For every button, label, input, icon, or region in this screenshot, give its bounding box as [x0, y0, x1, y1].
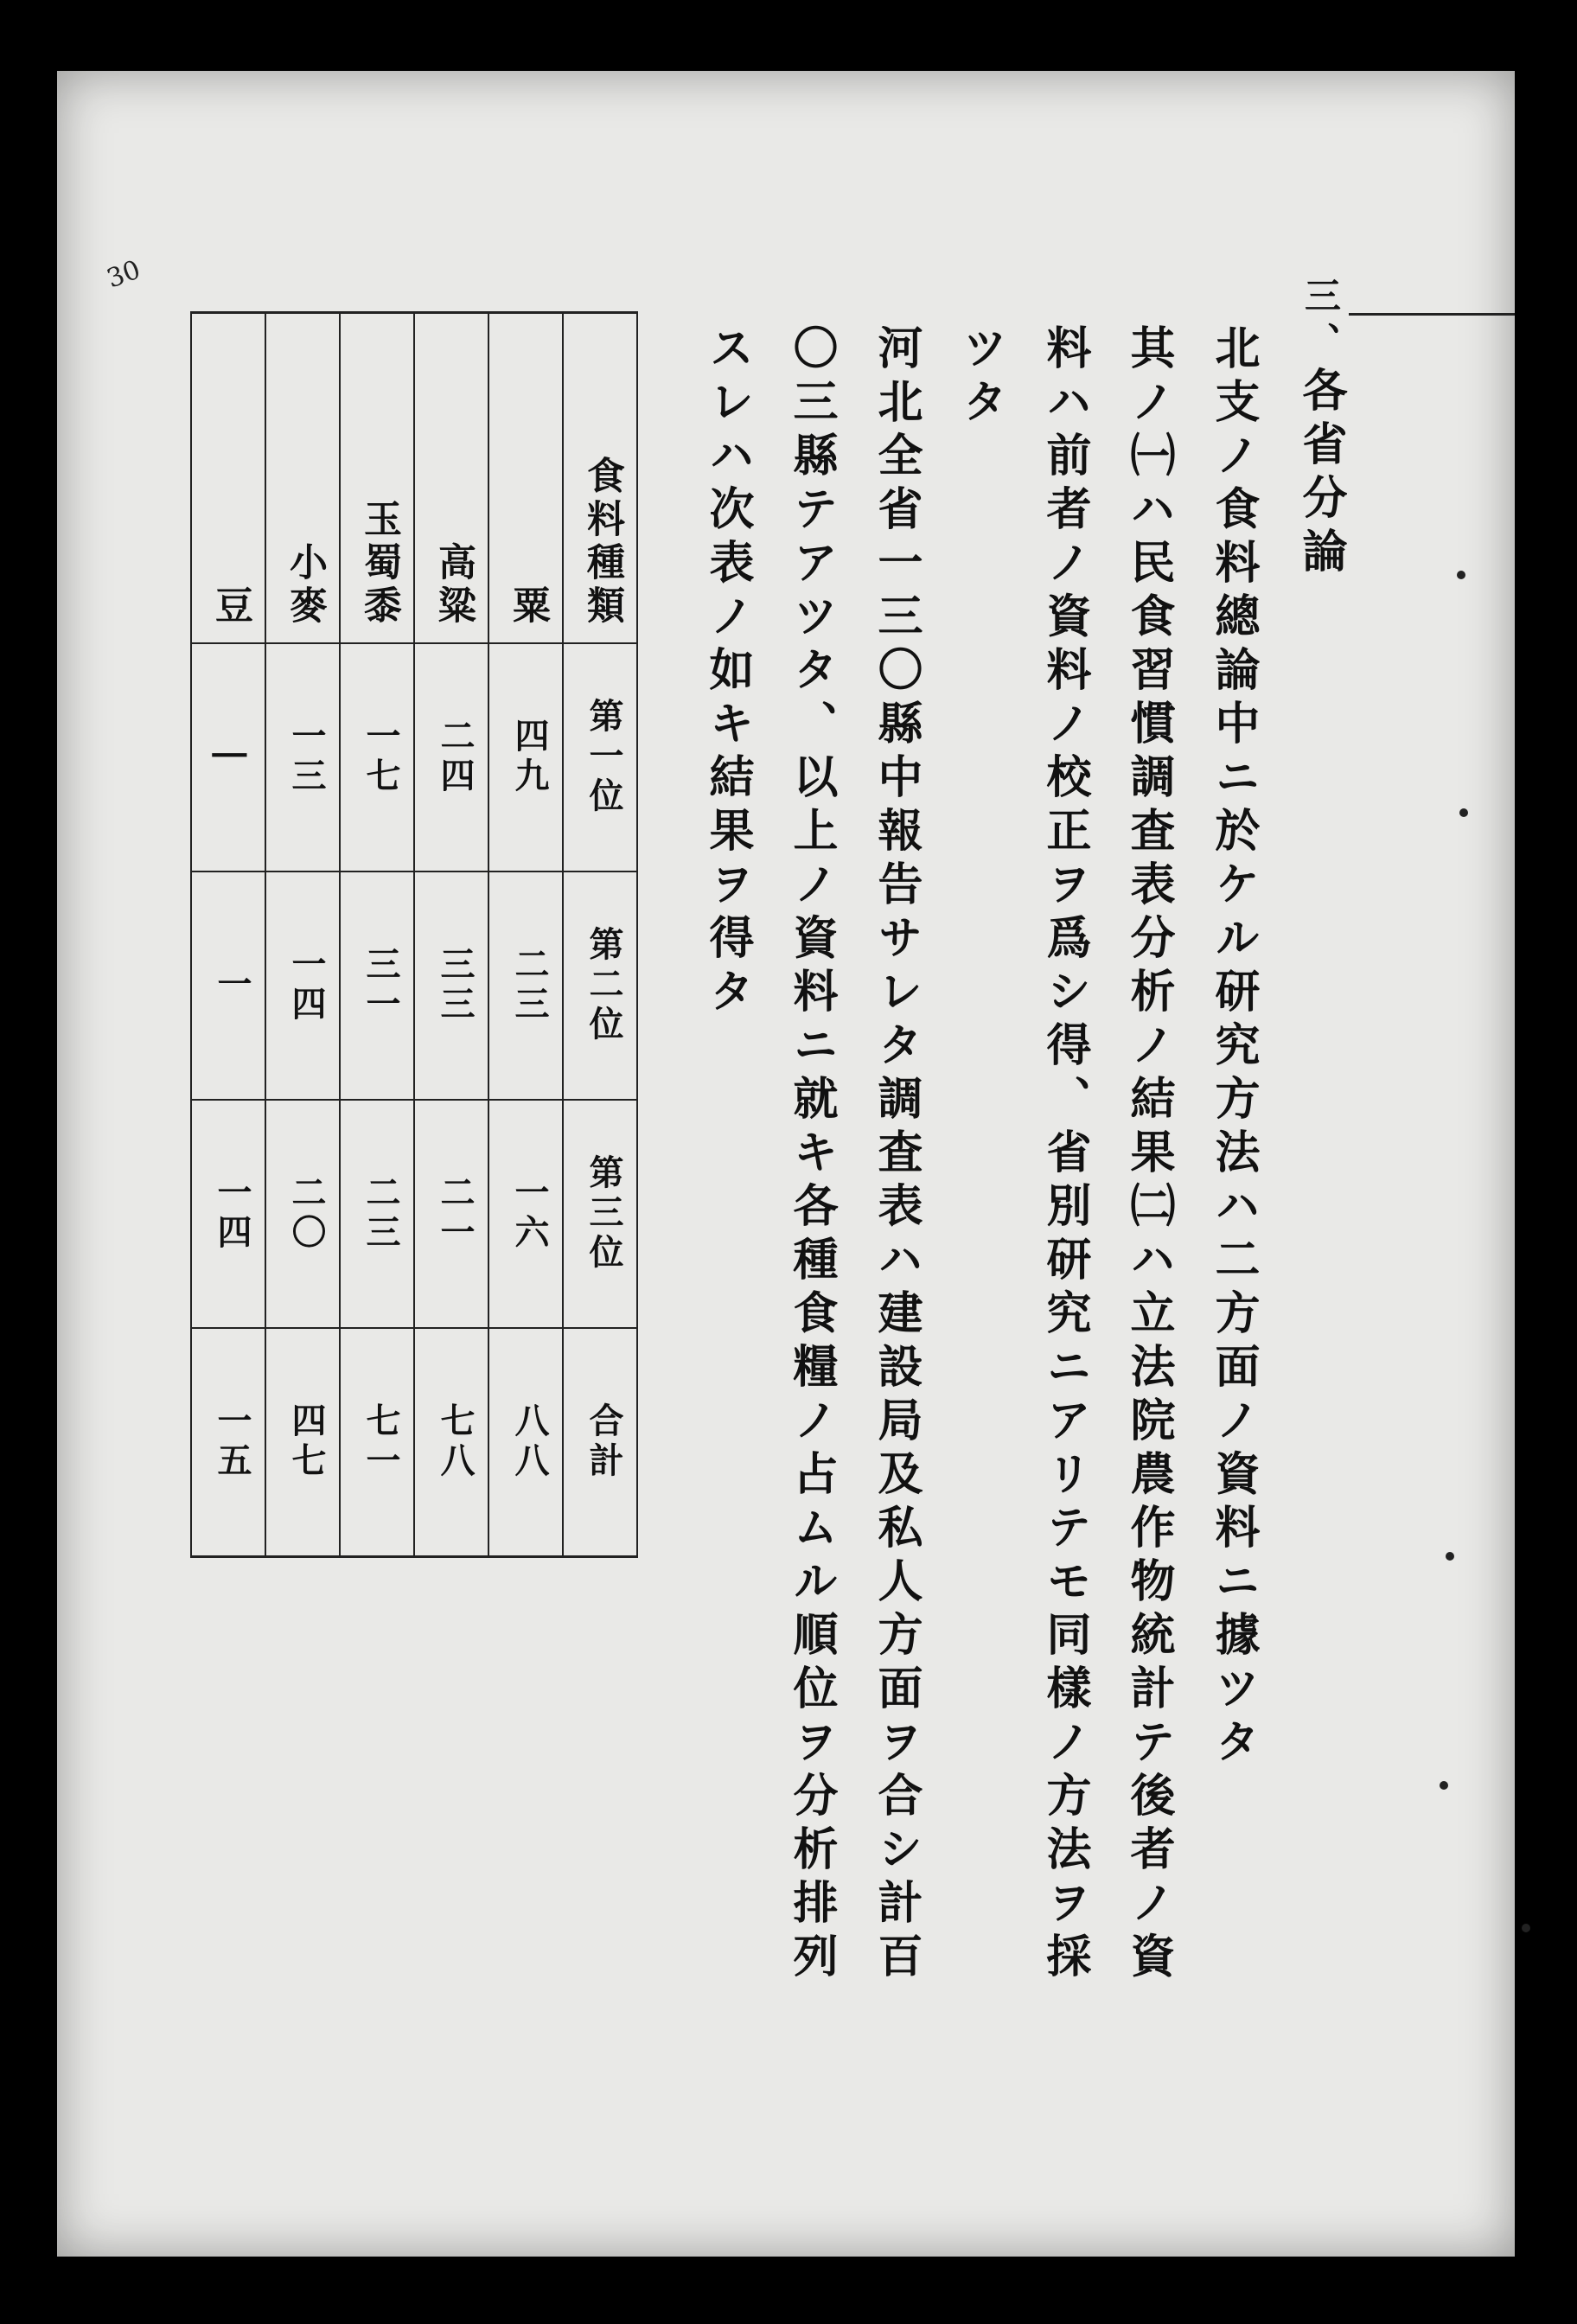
ink-speck	[1440, 1781, 1448, 1790]
body-line-7: スレハ次表ノ如キ結果ヲ得タ	[701, 324, 754, 1021]
table-cell: 一四	[212, 1174, 252, 1254]
table-cell: 八八	[509, 1402, 550, 1482]
crop-ranking-table	[190, 311, 638, 1558]
table-cell: 二四	[435, 718, 476, 797]
table-cell: 四九	[509, 718, 550, 797]
ink-speck	[1459, 808, 1468, 817]
ink-speck	[1522, 1924, 1530, 1932]
body-line-6: 〇三縣テアツタ、以上ノ資料ニ就キ各種食糧ノ占ムル順位ヲ分析排列	[785, 324, 838, 1986]
body-line-1: 北支ノ食料總論中ニ於ケル研究方法ハ二方面ノ資料ニ據ツタ	[1207, 324, 1260, 1772]
body-line-2: 其ノ㈠ハ民食習慣調査表分析ノ結果㈡ハ立法院農作物統計テ後者ノ資	[1122, 324, 1175, 1986]
heading-rule	[1349, 313, 1515, 316]
header-rank-1: 第一位	[584, 698, 624, 817]
table-cell: 七一	[361, 1402, 401, 1482]
crop-name: 玉蜀黍	[357, 499, 401, 629]
body-line-3: 料ハ前者ノ資料ノ校正ヲ爲シ得、省別研究ニアリテモ同樣ノ方法ヲ採	[1038, 324, 1091, 1986]
table-cell: 四七	[286, 1402, 327, 1482]
table-cell: 一	[212, 966, 252, 1006]
table-cell: 二三	[361, 1174, 401, 1254]
crop-name: 粟	[506, 585, 550, 629]
table-cell: 一三	[286, 718, 327, 797]
table-cell: 二一	[435, 1174, 476, 1254]
table-cell: 三一	[361, 946, 401, 1025]
table-cell: 二〇	[286, 1174, 327, 1254]
table-cell: 一六	[509, 1174, 550, 1254]
section-title: 各省分論	[1294, 367, 1347, 581]
table-cell: 二三	[509, 946, 550, 1025]
body-line-4: ツタ	[954, 324, 1007, 431]
header-rank-2: 第二位	[584, 926, 624, 1045]
page-number: 30	[103, 254, 145, 295]
table-cell: 七八	[435, 1402, 476, 1482]
crop-name: 小麥	[283, 542, 327, 629]
table-cell: 一四	[286, 946, 327, 1025]
crop-name: 豆	[208, 585, 252, 629]
crop-name: 高粱	[431, 542, 476, 629]
table-cell: |	[212, 748, 252, 767]
header-food-type: 食料種類	[580, 456, 624, 629]
body-line-5: 河北全省一三〇縣中報告サレタ調査表ハ建設局及私人方面ヲ合シ計百	[870, 324, 923, 1986]
section-heading	[1288, 277, 1353, 581]
table-cell: 一七	[361, 718, 401, 797]
header-total: 合計	[584, 1402, 624, 1482]
table-cell: 一五	[212, 1402, 252, 1482]
ink-speck	[1457, 571, 1465, 579]
header-rank-3: 第三位	[584, 1154, 624, 1274]
table-cell: 三三	[435, 946, 476, 1025]
ink-speck	[1446, 1552, 1454, 1561]
section-number: 三、	[1299, 277, 1342, 367]
